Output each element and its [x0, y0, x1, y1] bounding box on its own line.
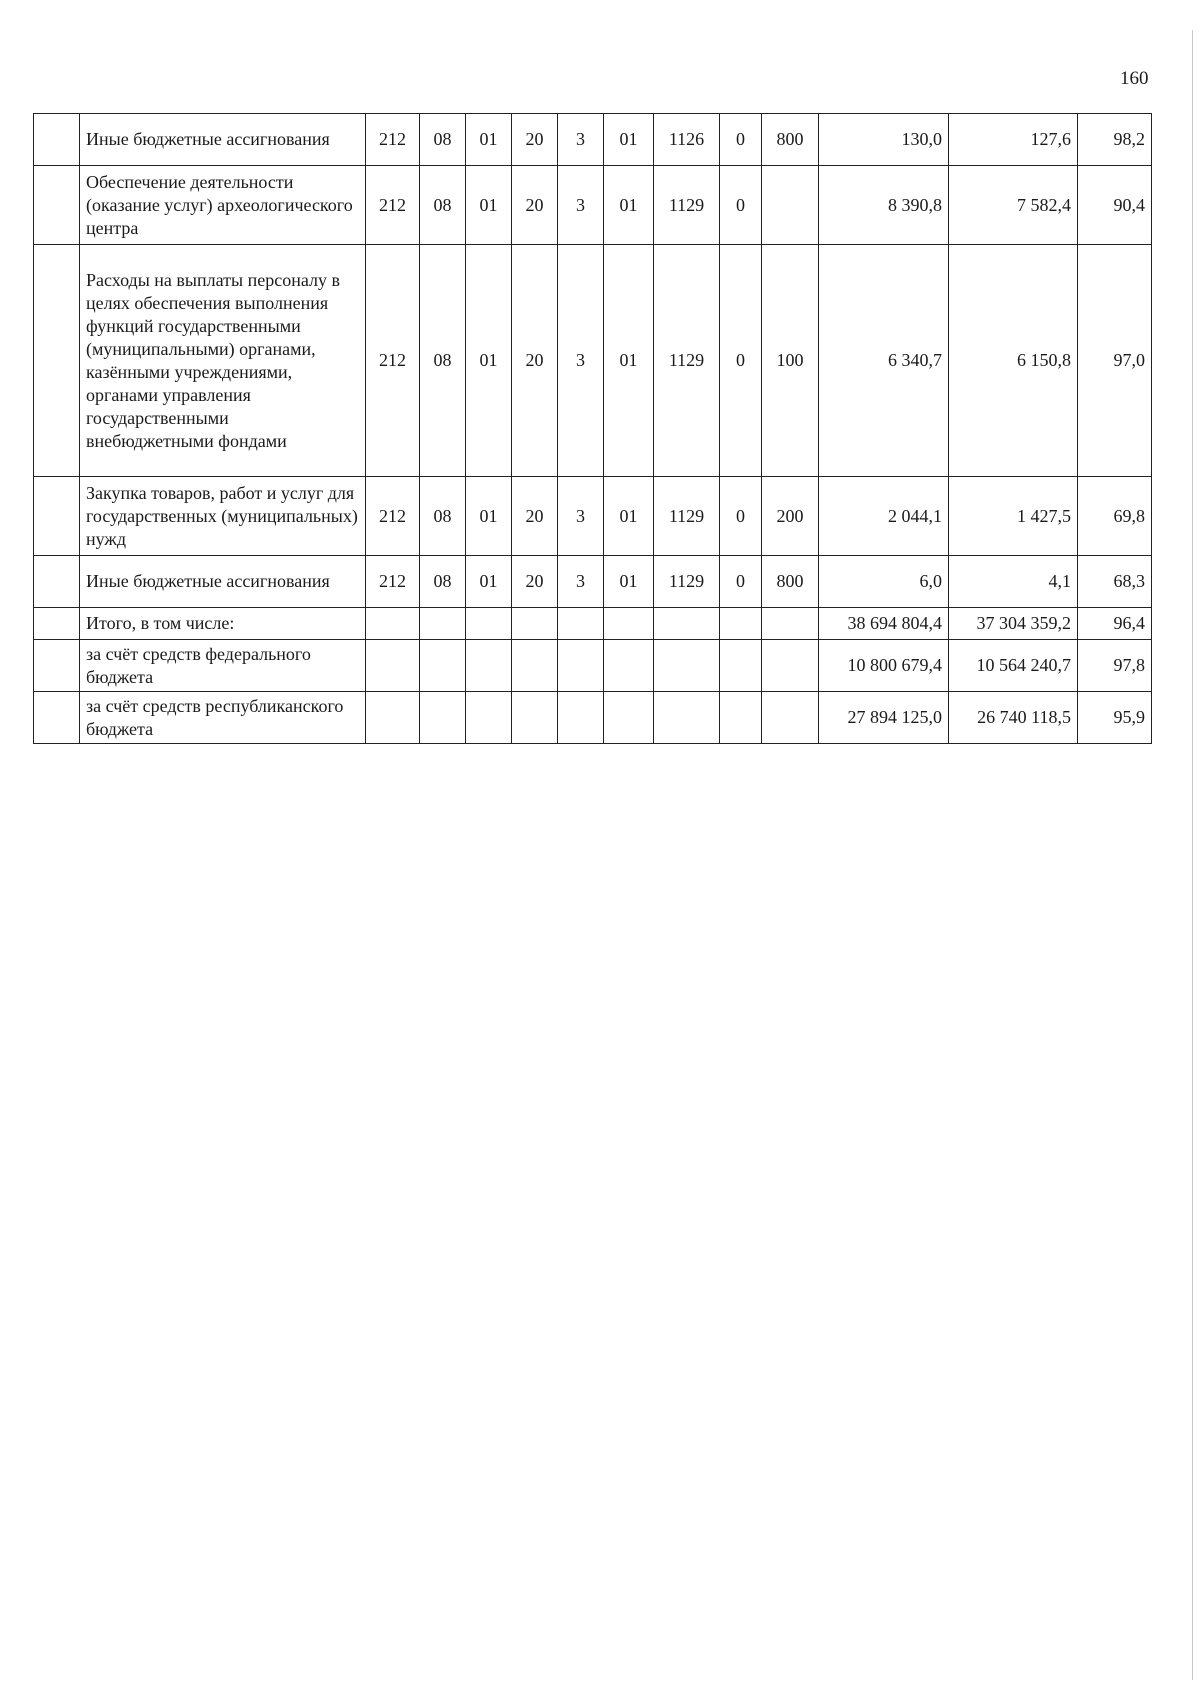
row-name: Расходы на выплаты персоналу в целях обеспечения выполнения функций государственными (муниципальными) органами, казёнными учреждениями, органами управления государственными внебюджетными фондами [80, 245, 366, 477]
fact-total-cell: 26 740 118,5 [949, 692, 1078, 744]
empty-code-cell [558, 608, 604, 640]
code-cell: 1126 [654, 114, 720, 166]
code-cell [762, 166, 819, 245]
code-cell: 3 [558, 556, 604, 608]
fact-cell: 4,1 [949, 556, 1078, 608]
scan-edge-line [1192, 30, 1193, 1680]
code-cell: 212 [366, 556, 420, 608]
code-cell: 01 [466, 166, 512, 245]
table-row [34, 556, 1152, 608]
code-cell: 20 [512, 166, 558, 245]
code-cell: 08 [420, 245, 466, 477]
code-cell: 01 [604, 166, 654, 245]
empty-code-cell [512, 608, 558, 640]
empty-code-cell [720, 640, 762, 692]
empty-code-cell [762, 692, 819, 744]
code-cell: 0 [720, 556, 762, 608]
plan-cell: 8 390,8 [819, 166, 949, 245]
code-cell: 01 [604, 477, 654, 556]
empty-code-cell [654, 640, 720, 692]
empty-code-cell [466, 640, 512, 692]
code-cell: 212 [366, 245, 420, 477]
row-index-cell [34, 477, 80, 556]
code-cell: 01 [604, 556, 654, 608]
totals-row [34, 608, 1152, 640]
row-index-cell [34, 114, 80, 166]
code-cell: 800 [762, 114, 819, 166]
empty-code-cell [366, 692, 420, 744]
empty-code-cell [654, 608, 720, 640]
fact-cell: 1 427,5 [949, 477, 1078, 556]
code-cell: 01 [466, 114, 512, 166]
row-index-cell [34, 692, 80, 744]
plan-total-cell: 27 894 125,0 [819, 692, 949, 744]
code-cell: 212 [366, 166, 420, 245]
code-cell: 01 [466, 245, 512, 477]
code-cell: 0 [720, 477, 762, 556]
empty-code-cell [654, 692, 720, 744]
code-cell: 20 [512, 114, 558, 166]
plan-cell: 6 340,7 [819, 245, 949, 477]
empty-code-cell [420, 640, 466, 692]
percent-cell: 90,4 [1078, 166, 1152, 245]
code-cell: 1129 [654, 556, 720, 608]
row-index-cell [34, 608, 80, 640]
code-cell: 01 [604, 114, 654, 166]
totals-label: за счёт средств республиканского бюджета [80, 692, 366, 744]
table-row [34, 166, 1152, 245]
totals-row [34, 692, 1152, 744]
percent-cell: 97,0 [1078, 245, 1152, 477]
totals-label: за счёт средств федерального бюджета [80, 640, 366, 692]
table-row [34, 245, 1152, 477]
code-cell: 08 [420, 114, 466, 166]
budget-table [33, 113, 1152, 744]
row-name: Обеспечение деятельности (оказание услуг) археологического центра [80, 166, 366, 245]
code-cell: 800 [762, 556, 819, 608]
code-cell: 0 [720, 245, 762, 477]
empty-code-cell [720, 692, 762, 744]
percent-cell: 98,2 [1078, 114, 1152, 166]
table-row [34, 114, 1152, 166]
row-index-cell [34, 556, 80, 608]
code-cell: 01 [466, 477, 512, 556]
plan-total-cell: 38 694 804,4 [819, 608, 949, 640]
empty-code-cell [604, 692, 654, 744]
empty-code-cell [762, 608, 819, 640]
empty-code-cell [466, 608, 512, 640]
empty-code-cell [720, 608, 762, 640]
empty-code-cell [512, 640, 558, 692]
empty-code-cell [366, 640, 420, 692]
fact-cell: 7 582,4 [949, 166, 1078, 245]
code-cell: 01 [604, 245, 654, 477]
row-index-cell [34, 245, 80, 477]
fact-cell: 6 150,8 [949, 245, 1078, 477]
code-cell: 08 [420, 556, 466, 608]
code-cell: 20 [512, 245, 558, 477]
page-number: 160 [1120, 68, 1149, 89]
code-cell: 100 [762, 245, 819, 477]
row-name: Иные бюджетные ассигнования [80, 556, 366, 608]
code-cell: 200 [762, 477, 819, 556]
code-cell: 08 [420, 477, 466, 556]
plan-total-cell: 10 800 679,4 [819, 640, 949, 692]
empty-code-cell [466, 692, 512, 744]
empty-code-cell [558, 640, 604, 692]
code-cell: 01 [466, 556, 512, 608]
row-name: Иные бюджетные ассигнования [80, 114, 366, 166]
code-cell: 20 [512, 477, 558, 556]
code-cell: 3 [558, 245, 604, 477]
code-cell: 1129 [654, 477, 720, 556]
row-name: Закупка товаров, работ и услуг для государственных (муниципальных) нужд [80, 477, 366, 556]
row-index-cell [34, 640, 80, 692]
percent-total-cell: 95,9 [1078, 692, 1152, 744]
empty-code-cell [366, 608, 420, 640]
percent-cell: 68,3 [1078, 556, 1152, 608]
percent-total-cell: 96,4 [1078, 608, 1152, 640]
empty-code-cell [762, 640, 819, 692]
fact-cell: 127,6 [949, 114, 1078, 166]
empty-code-cell [558, 692, 604, 744]
code-cell: 3 [558, 166, 604, 245]
code-cell: 08 [420, 166, 466, 245]
empty-code-cell [604, 608, 654, 640]
empty-code-cell [420, 608, 466, 640]
code-cell: 212 [366, 114, 420, 166]
totals-row [34, 640, 1152, 692]
percent-total-cell: 97,8 [1078, 640, 1152, 692]
percent-cell: 69,8 [1078, 477, 1152, 556]
code-cell: 0 [720, 166, 762, 245]
totals-label: Итого, в том числе: [80, 608, 366, 640]
fact-total-cell: 37 304 359,2 [949, 608, 1078, 640]
empty-code-cell [604, 640, 654, 692]
code-cell: 20 [512, 556, 558, 608]
fact-total-cell: 10 564 240,7 [949, 640, 1078, 692]
code-cell: 1129 [654, 245, 720, 477]
row-index-cell [34, 166, 80, 245]
code-cell: 1129 [654, 166, 720, 245]
code-cell: 3 [558, 477, 604, 556]
plan-cell: 130,0 [819, 114, 949, 166]
empty-code-cell [512, 692, 558, 744]
empty-code-cell [420, 692, 466, 744]
code-cell: 212 [366, 477, 420, 556]
plan-cell: 6,0 [819, 556, 949, 608]
table-row [34, 477, 1152, 556]
code-cell: 3 [558, 114, 604, 166]
code-cell: 0 [720, 114, 762, 166]
plan-cell: 2 044,1 [819, 477, 949, 556]
